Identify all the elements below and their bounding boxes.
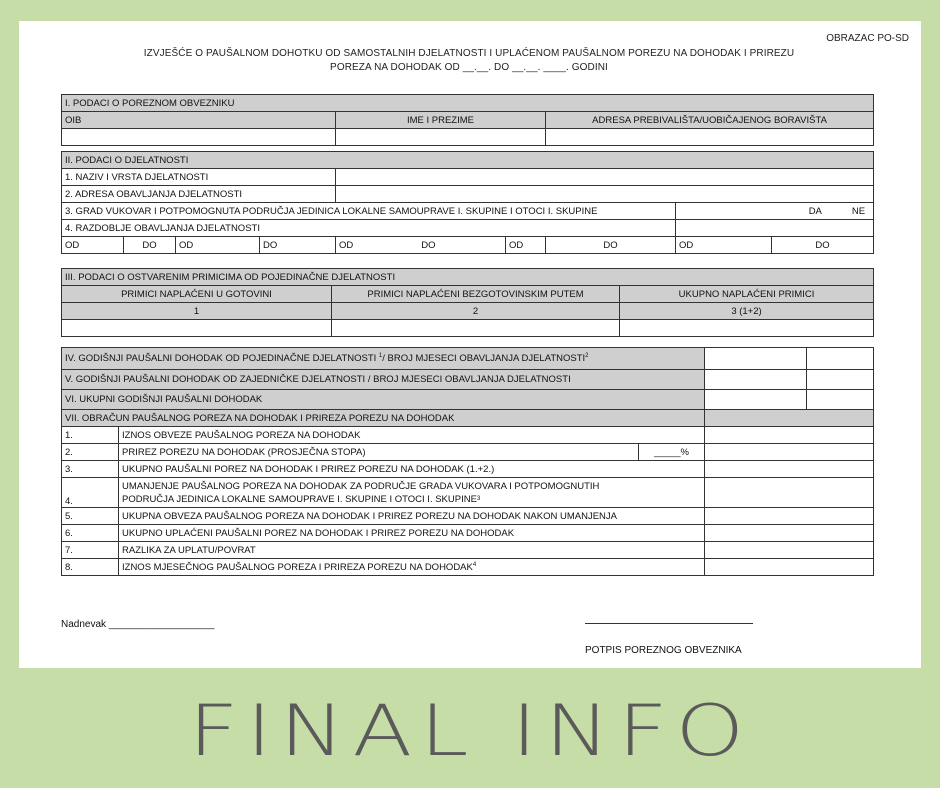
calc-row-label: UKUPNA OBVEZA PAUŠALNOG POREZA NA DOHODAK I PRIREZ POREZU NA DOHODAK NAKON UMANJENJA: [119, 508, 705, 525]
calc-row-label: PRIREZ POREZU NA DOHODAK (PROSJEČNA STOPA): [119, 444, 639, 461]
signature-line[interactable]: [585, 623, 753, 624]
section-7-heading: VII. OBRAČUN PAUŠALNOG POREZA NA DOHODAK I PRIREZA POREZU NA DOHODAK: [62, 410, 705, 427]
cash-receipts-header: PRIMICI NAPLAĆENI U GOTOVINI: [62, 286, 332, 303]
calc-row-num: 7.: [62, 542, 119, 559]
name-field[interactable]: [336, 129, 546, 146]
calc-row-value[interactable]: [705, 508, 874, 525]
noncash-receipts-header: PRIMICI NAPLAĆENI BEZGOTOVINSKIM PUTEM: [332, 286, 620, 303]
taxpayer-activity-table: [61, 94, 874, 254]
od-label: OD: [676, 237, 772, 254]
row-iv-amount[interactable]: [705, 348, 807, 370]
row-vi-label: VI. UKUPNI GODIŠNJI PAUŠALNI DOHODAK: [62, 390, 705, 410]
activity-name-label: 1. NAZIV I VRSTA DJELATNOSTI: [62, 169, 336, 186]
col-num-3: 3 (1+2): [620, 303, 874, 320]
calc-row-value[interactable]: [705, 525, 874, 542]
calc-row-value[interactable]: [705, 427, 874, 444]
row-v-amount[interactable]: [705, 370, 807, 390]
calc-row-num: 8.: [62, 559, 119, 576]
section-1-heading: I. PODACI O POREZNOM OBVEZNIKU: [62, 95, 874, 112]
oib-header: OIB: [62, 112, 336, 129]
cash-receipts-field[interactable]: [62, 320, 332, 337]
period-label: 4. RAZDOBLJE OBAVLJANJA DJELATNOSTI: [62, 220, 676, 237]
activity-address-label: 2. ADRESA OBAVLJANJA DJELATNOSTI: [62, 186, 336, 203]
surtax-percent-field[interactable]: _____%: [639, 444, 705, 461]
calc-row-label: UKUPNO UPLAĆENI PAUŠALNI POREZ NA DOHODAK I PRIREZ POREZU NA DOHODAK: [119, 525, 705, 542]
address-field[interactable]: [546, 129, 874, 146]
da-ne-options[interactable]: [676, 203, 874, 220]
form-title: IZVJEŠĆE O PAUŠALNOM DOHOTKU OD SAMOSTALNIH DJELATNOSTI I UPLAĆENOM PAUŠALNOM POREZU NA DOHODAK I PRIREZU POREZA NA DOHODAK OD __.__. DO __.__. ____. GODINI: [143, 48, 795, 73]
od-label: OD: [62, 237, 124, 254]
calc-row-value[interactable]: [705, 478, 874, 508]
activity-name-field[interactable]: [336, 169, 874, 186]
da-label: DA: [808, 205, 822, 217]
brand-logo-text: FINAL INFO: [188, 690, 752, 772]
calc-row-label: IZNOS OBVEZE PAUŠALNOG POREZA NA DOHODAK: [119, 427, 705, 444]
calc-row-value[interactable]: [705, 542, 874, 559]
section-2-heading: II. PODACI O DJELATNOSTI: [62, 152, 874, 169]
tax-calculation-table: [61, 343, 874, 576]
period-field[interactable]: [676, 220, 874, 237]
date-label[interactable]: Nadnevak ___________________: [61, 619, 215, 630]
signature-label: POTPIS POREZNOG OBVEZNIKA: [585, 645, 742, 656]
calc-row-label: IZNOS MJESEČNOG PAUŠALNOG POREZA I PRIREZA POREZU NA DOHODAK$^4$: [119, 559, 705, 576]
od-label: OD: [506, 237, 546, 254]
calc-row-value[interactable]: [705, 444, 874, 461]
activity-address-field[interactable]: [336, 186, 874, 203]
oib-field[interactable]: [62, 129, 336, 146]
calc-row-label: RAZLIKA ZA UPLATU/POVRAT: [119, 542, 705, 559]
name-header: IME I PREZIME: [336, 112, 546, 129]
section-7-heading-fill: [705, 410, 874, 427]
total-receipts-field[interactable]: [620, 320, 874, 337]
calc-row-num: 4.: [62, 478, 119, 508]
form-code: OBRAZAC PO-SD: [826, 33, 909, 44]
form-paper: [19, 21, 921, 668]
address-header: ADRESA PREBIVALIŠTA/UOBIČAJENOG BORAVIŠTA: [546, 112, 874, 129]
col-num-2: 2: [332, 303, 620, 320]
row-v-label: V. GODIŠNJI PAUŠALNI DOHODAK OD ZAJEDNIČKE DJELATNOSTI / BROJ MJESECI OBAVLJANJA DJELATNOSTI: [62, 370, 705, 390]
row-iv-label: IV. GODIŠNJI PAUŠALNI DOHODAK OD POJEDINAČNE DJELATNOSTI $^1$/ BROJ MJESECI OBAVLJANJA DJELATNOSTI$^2$: [62, 348, 705, 370]
calc-row-num: 2.: [62, 444, 119, 461]
do-label: DO: [772, 237, 874, 254]
calc-row-label: UMANJENJE PAUŠALNOG POREZA NA DOHODAK ZA PODRUČJE GRADA VUKOVARA I POTPOMOGNUTIH PODRUČJA JEDINICA LOKALNE SAMOUPRAVE I. SKUPINE I OTOCI I. SKUPINE$^3$: [119, 478, 705, 508]
calc-row-label: UKUPNO PAUŠALNI POREZ NA DOHODAK I PRIREZ POREZU NA DOHODAK (1.+2.): [119, 461, 705, 478]
total-receipts-header: UKUPNO NAPLAĆENI PRIMICI: [620, 286, 874, 303]
od-label: OD: [176, 237, 260, 254]
row-vi-amount[interactable]: [705, 390, 807, 410]
do-label: DO: [124, 237, 176, 254]
calc-row-num: 5.: [62, 508, 119, 525]
row-v-months[interactable]: [807, 370, 874, 390]
row-vi-months[interactable]: [807, 390, 874, 410]
calc-row-num: 3.: [62, 461, 119, 478]
od-label: OD DO: [336, 237, 506, 254]
calc-row-num: 6.: [62, 525, 119, 542]
noncash-receipts-field[interactable]: [332, 320, 620, 337]
calc-row-num: 1.: [62, 427, 119, 444]
do-label: DO: [260, 237, 336, 254]
calc-row-value[interactable]: [705, 461, 874, 478]
row-iv-months[interactable]: [807, 348, 874, 370]
calc-row-value[interactable]: [705, 559, 874, 576]
do-label: DO: [546, 237, 676, 254]
col-num-1: 1: [62, 303, 332, 320]
vukovar-label: 3. GRAD VUKOVAR I POTPOMOGNUTA PODRUČJA JEDINICA LOKALNE SAMOUPRAVE I. SKUPINE I OTOCI I. SKUPINE: [62, 203, 676, 220]
receipts-table: [61, 268, 874, 337]
section-3-heading: III. PODACI O OSTVARENIM PRIMICIMA OD POJEDINAČNE DJELATNOSTI: [62, 269, 874, 286]
ne-label: NE: [851, 205, 866, 217]
